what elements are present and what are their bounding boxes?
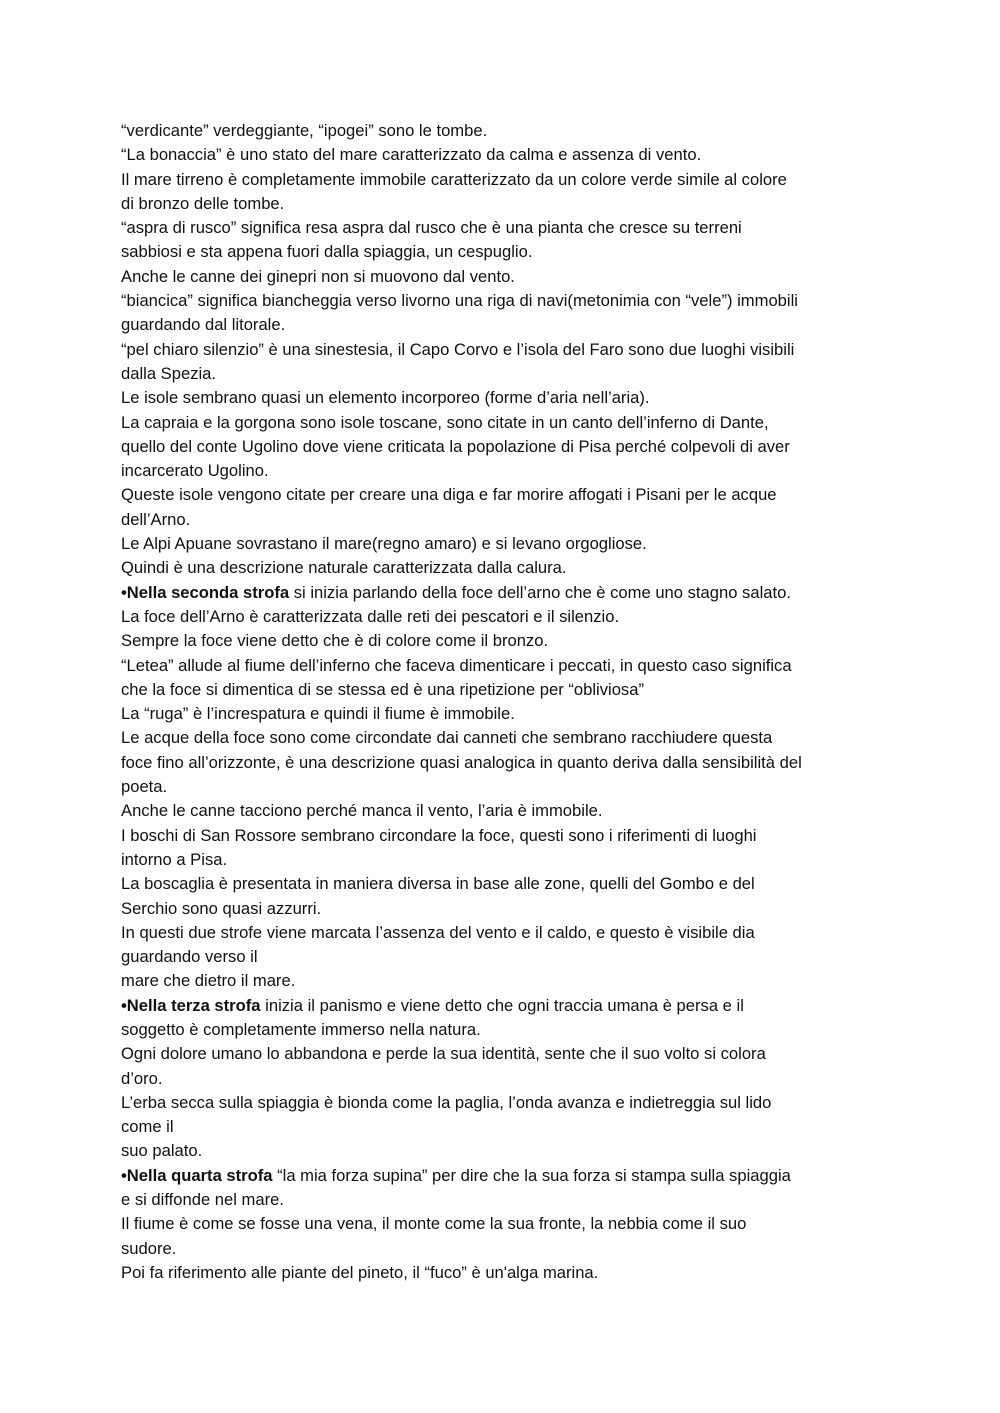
text-line: “pel chiaro silenzio” è una sinestesia, il Capo Corvo e l’isola del Faro sono due luoghi visibili (121, 339, 795, 359)
text-line: “biancica” significa biancheggia verso livorno una riga di navi(metonimia con “vele”) immobili (121, 291, 798, 311)
strofa-4-text: “la mia forza supina” per dire che la sua forza si stampa sulla spiaggia (272, 1165, 791, 1185)
text-line: suo palato. (121, 1141, 203, 1161)
text-line: intorno a Pisa. (121, 849, 228, 869)
text-line: che la foce si dimentica di se stessa ed è una ripetizione per “obliviosa” (121, 679, 644, 699)
strofa-2-heading-line (121, 581, 891, 605)
text-line: Quindi è una descrizione naturale caratterizzata dalla calura. (121, 558, 567, 578)
text-line: sudore. (121, 1238, 177, 1258)
text-line: come il (121, 1117, 174, 1137)
text-line: L’erba secca sulla spiaggia è bionda come la paglia, l’onda avanza e indietreggia sul lido (121, 1092, 772, 1112)
text-line: La foce dell’Arno è caratterizzata dalle reti dei pescatori e il silenzio. (121, 606, 620, 626)
text-line: incarcerato Ugolino. (121, 461, 269, 481)
text-line: La boscaglia è presentata in maniera diversa in base alle zone, quelli del Gombo e del (121, 874, 755, 894)
text-line: In questi due strofe viene marcata l’assenza del vento e il caldo, e questo è visibile dia (121, 922, 755, 942)
text-line: I boschi di San Rossore sembrano circondare la foce, questi sono i riferimenti di luoghi (121, 825, 757, 845)
strofa-4-heading-line (121, 1164, 891, 1188)
text-line: sabbiosi e sta appena fuori dalla spiaggia, un cespuglio. (121, 242, 533, 262)
text-line: “La bonaccia” è uno stato del mare caratterizzato da calma e assenza di vento. (121, 145, 702, 165)
text-line: Il fiume è come se fosse una vena, il monte come la sua fronte, la nebbia come il suo (121, 1214, 747, 1234)
text-line: quello del conte Ugolino dove viene criticata la popolazione di Pisa perché colpevoli di aver (121, 436, 790, 456)
text-line: Poi fa riferimento alle piante del pineto, il “fuco” è un'alga marina. (121, 1262, 599, 1282)
text-line: “Letea” allude al fiume dell’inferno che faceva dimenticare i peccati, in questo caso significa (121, 655, 792, 675)
text-line: Il mare tirreno è completamente immobile caratterizzato da un colore verde simile al colore (121, 169, 787, 189)
strofa-4-label: •Nella quarta strofa (121, 1165, 273, 1185)
text-line: Serchio sono quasi azzurri. (121, 898, 322, 918)
text-line: Queste isole vengono citate per creare una diga e far morire affogati i Pisani per le acque (121, 485, 777, 505)
text-line: di bronzo delle tombe. (121, 193, 285, 213)
text-line: guardando dal litorale. (121, 315, 286, 335)
text-line: Le acque della foce sono come circondate dai canneti che sembrano racchiudere questa (121, 728, 773, 748)
text-line: guardando verso il (121, 947, 258, 967)
text-line: Le isole sembrano quasi un elemento incorporeo (forme d’aria nell’aria). (121, 388, 650, 408)
text-line: d’oro. (121, 1068, 163, 1088)
text-line: e si diffonde nel mare. (121, 1190, 284, 1210)
text-line: poeta. (121, 777, 168, 797)
text-line: “verdicante” verdeggiante, “ipogei” sono le tombe. (121, 121, 488, 140)
text-line: Anche le canne dei ginepri non si muovono dal vento. (121, 266, 515, 286)
text-line: Le Alpi Apuane sovrastano il mare(regno amaro) e si levano orgogliose. (121, 534, 647, 554)
strofa-2-label: •Nella seconda strofa (121, 582, 290, 602)
text-line: dalla Spezia. (121, 363, 217, 383)
text-line: La capraia e la gorgona sono isole toscane, sono citate in un canto dell’inferno di Dante, (121, 412, 769, 432)
text-line: dell’Arno. (121, 509, 191, 529)
strofa-3-text: inizia il panismo e viene detto che ogni traccia umana è persa e il (260, 995, 744, 1015)
strofa-2-text: si inizia parlando della foce dell’arno che è come uno stagno salato. (289, 582, 791, 602)
document-body (121, 119, 891, 1285)
text-line: “aspra di rusco” significa resa aspra dal rusco che è una pianta che cresce su terreni (121, 218, 742, 238)
strofa-3-label: •Nella terza strofa (121, 995, 261, 1015)
text-line: Anche le canne tacciono perché manca il vento, l’aria è immobile. (121, 801, 603, 821)
text-line: La “ruga” è l’increspatura e quindi il fiume è immobile. (121, 704, 515, 724)
text-line: soggetto è completamente immerso nella natura. (121, 1019, 481, 1039)
text-line: mare che dietro il mare. (121, 971, 296, 991)
strofa-3-heading-line (121, 994, 891, 1018)
text-line: Sempre la foce viene detto che è di colore come il bronzo. (121, 631, 549, 651)
text-line: Ogni dolore umano lo abbandona e perde la sua identità, sente che il suo volto si colora (121, 1044, 766, 1064)
text-line: foce fino all’orizzonte, è una descrizione quasi analogica in quanto deriva dalla sensibilità del (121, 752, 802, 772)
